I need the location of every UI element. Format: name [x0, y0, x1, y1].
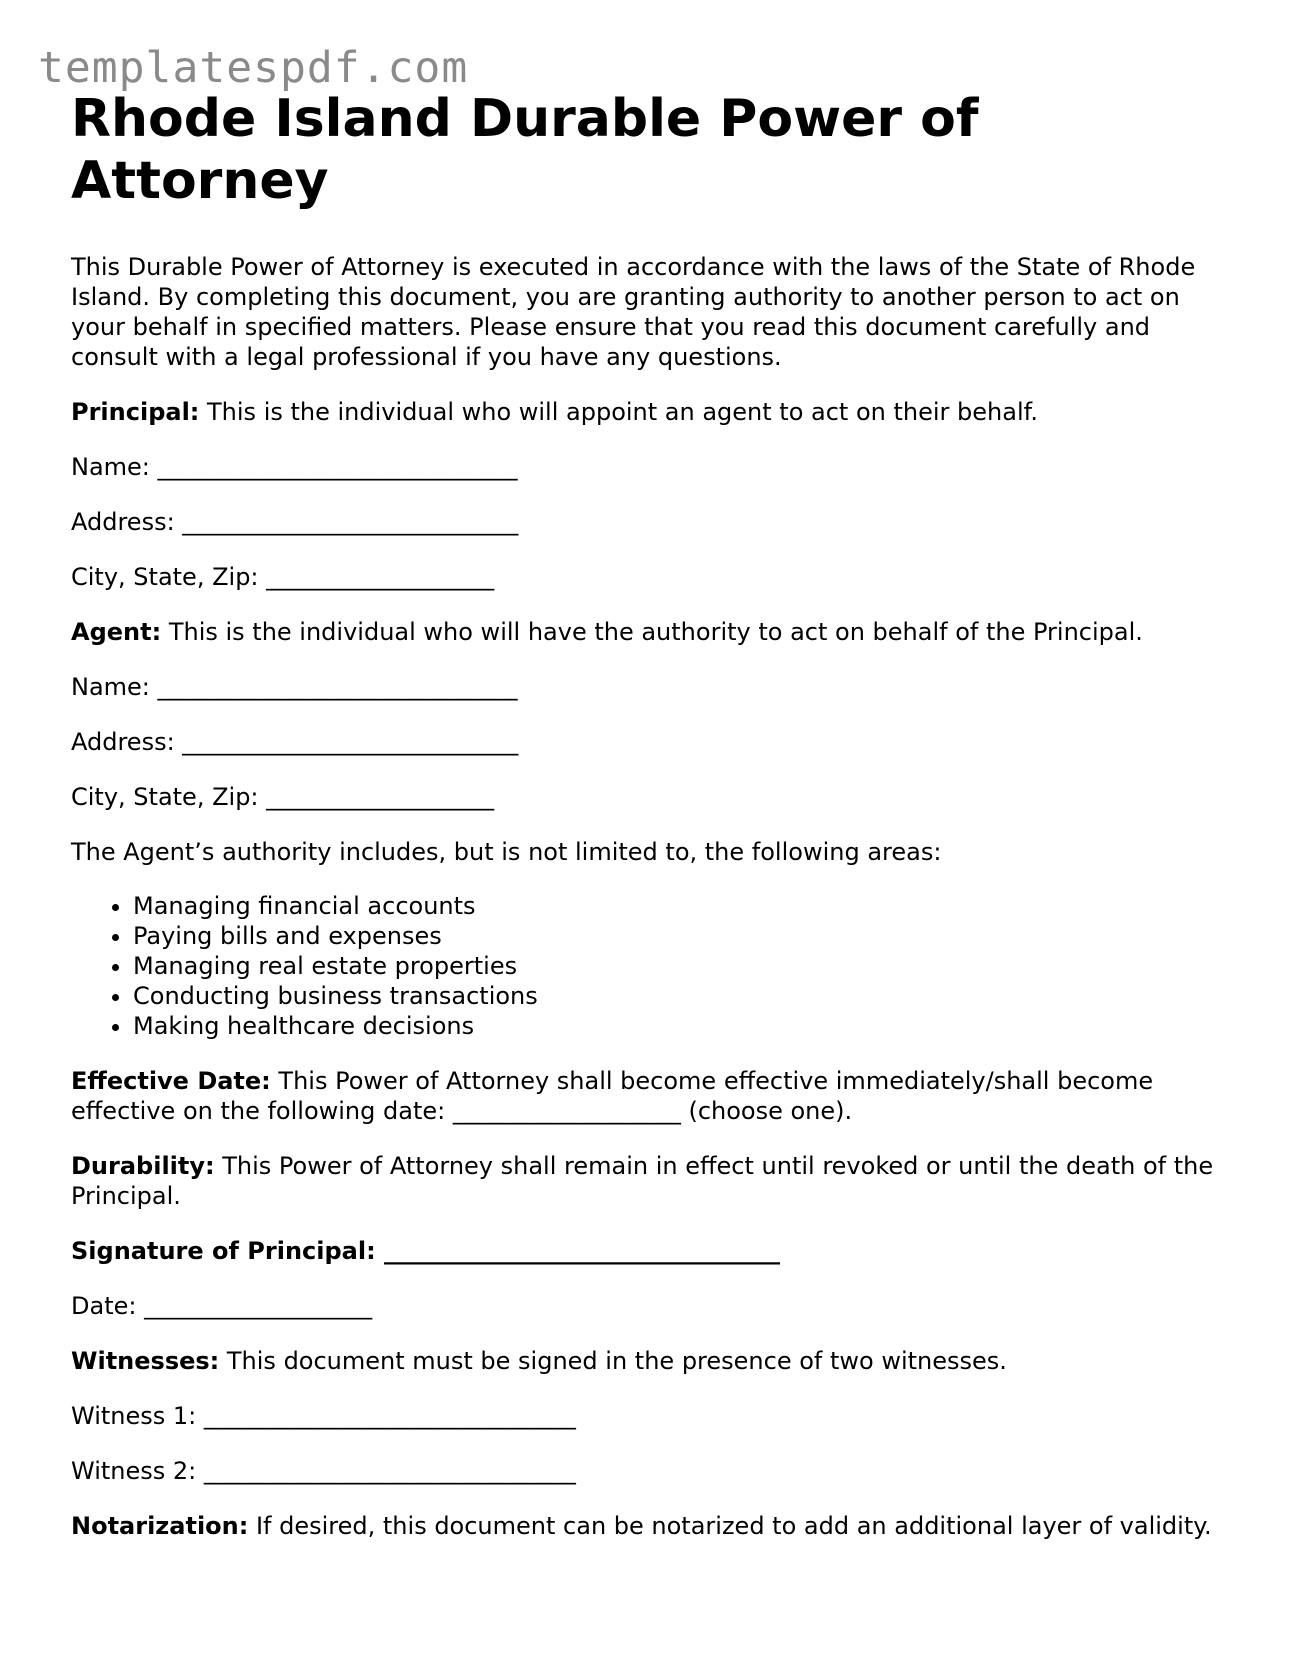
agent-address-field[interactable]: Address: ____________________________: [71, 728, 519, 756]
list-item: • Conducting business transactions: [133, 981, 1231, 1011]
witnesses-section: [71, 1346, 1231, 1376]
witness-2-field[interactable]: Witness 2: _______________________________: [71, 1457, 576, 1485]
document-title: Rhode Island Durable Power of Attorney: [71, 89, 979, 211]
intro-paragraph: This Durable Power of Attorney is executed in accordance with the laws of the State of Rhode Island. By completing this document, you are granting authority to another person to act on your behalf in specified matters. Please ensure that you read this document carefully and consult with a legal professional if you have any questions.: [71, 253, 1196, 371]
date-field[interactable]: Date: ___________________: [71, 1292, 373, 1320]
witnesses-description: This document must be signed in the presence of two witnesses.: [219, 1347, 1007, 1375]
watermark-text: templatespdf.com: [38, 43, 469, 93]
list-item: • Managing real estate properties: [133, 951, 1231, 981]
durability-text: This Power of Attorney shall remain in effect until revoked or until the death of the Principal.: [71, 1152, 1214, 1210]
signature-label: Signature of Principal:: [71, 1237, 376, 1265]
notarization-text: If desired, this document can be notarized to add an additional layer of validity.: [248, 1512, 1212, 1540]
effective-date-text[interactable]: This Power of Attorney shall become effective immediately/shall become effective on the following date: ___________________ (choose one).: [71, 1067, 1154, 1125]
principal-label: Principal:: [71, 398, 200, 426]
witnesses-label: Witnesses:: [71, 1347, 220, 1375]
authority-list: [71, 891, 1231, 1041]
principal-section: [71, 397, 1231, 427]
principal-description: This is the individual who will appoint an agent to act on their behalf.: [199, 398, 1038, 426]
list-item: • Making healthcare decisions: [133, 1011, 1231, 1041]
document-body: [71, 88, 1231, 1541]
principal-city-field[interactable]: City, State, Zip: ___________________: [71, 563, 495, 591]
notarization-label: Notarization:: [71, 1512, 249, 1540]
agent-name-field[interactable]: Name: ______________________________: [71, 673, 518, 701]
list-item: • Managing financial accounts: [133, 891, 1231, 921]
list-item: • Paying bills and expenses: [133, 921, 1231, 951]
effective-date-section: [71, 1066, 1231, 1126]
agent-section: [71, 617, 1231, 647]
agent-description: This is the individual who will have the authority to act on behalf of the Principal.: [161, 618, 1143, 646]
agent-label: Agent:: [71, 618, 162, 646]
durability-label: Durability:: [71, 1152, 215, 1180]
authority-intro: The Agent’s authority includes, but is not limited to, the following areas:: [71, 838, 942, 866]
witness-1-field[interactable]: Witness 1: _______________________________: [71, 1402, 576, 1430]
agent-city-field[interactable]: City, State, Zip: ___________________: [71, 783, 495, 811]
effective-date-label: Effective Date:: [71, 1067, 271, 1095]
principal-name-field[interactable]: Name: ______________________________: [71, 453, 518, 481]
durability-section: [71, 1151, 1231, 1211]
signature-field[interactable]: _________________________________: [375, 1237, 781, 1265]
principal-address-field[interactable]: Address: ____________________________: [71, 508, 519, 536]
notarization-section: [71, 1511, 1231, 1541]
signature-section: [71, 1236, 1231, 1266]
